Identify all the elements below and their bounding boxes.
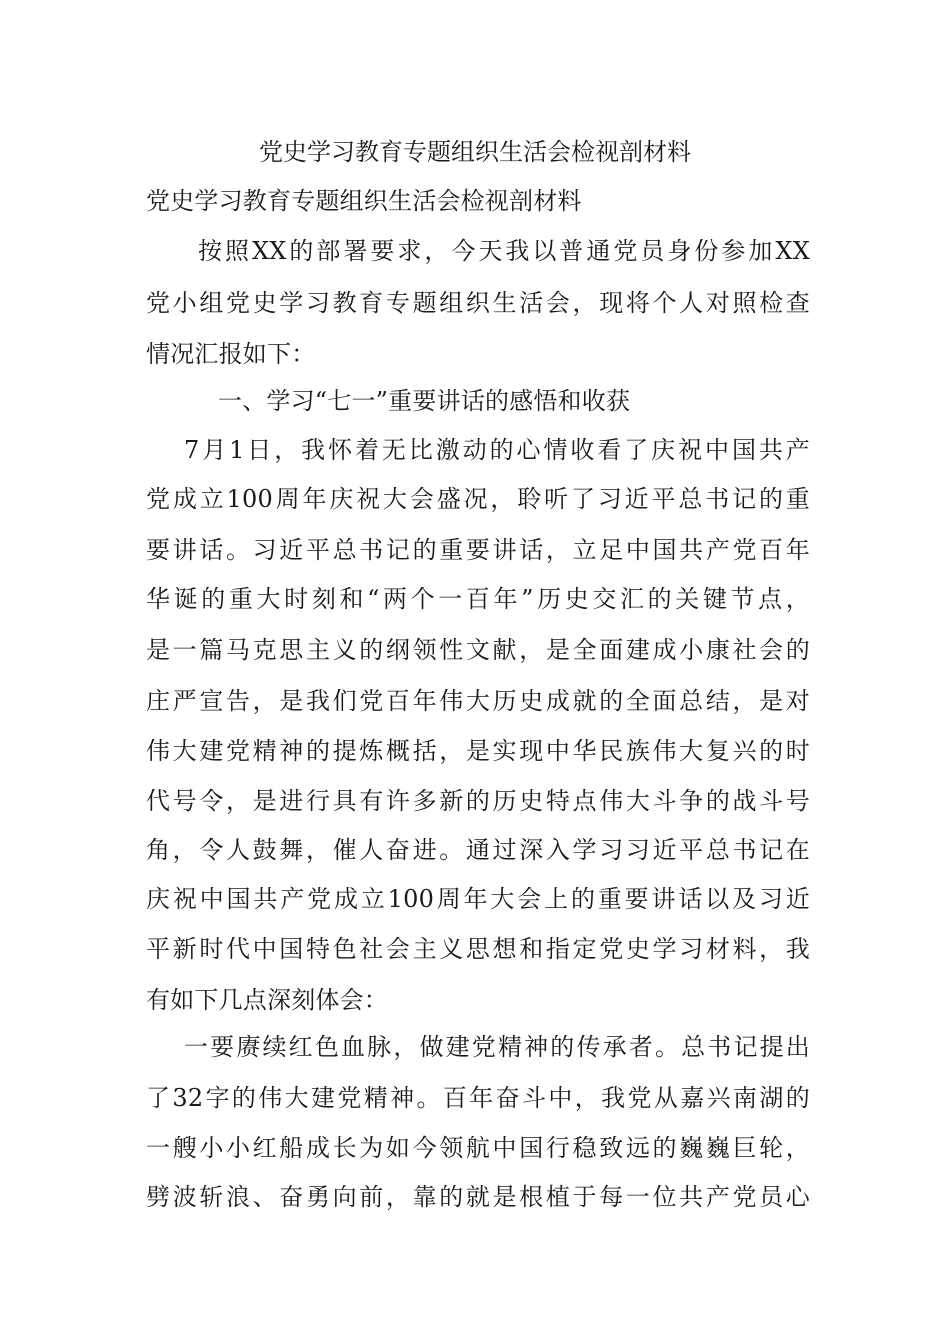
section-heading: 一、学习“七一”重要讲话的感悟和收获 [218,387,631,415]
paragraph-line: 有如下几点深刻体会： [146,986,388,1014]
paragraph-line: 党小组党史学习教育专题组织生活会，现将个人对照检查 [146,289,810,317]
paragraph-line: 劈波斩浪、奋勇向前，靠的就是根植于每一位共产党员心 [146,1183,810,1211]
paragraph-line: 党成立100周年庆祝大会盛况，聆听了习近平总书记的重 [146,485,810,513]
paragraph-line: 庄严宣告，是我们党百年伟大历史成就的全面总结，是对 [146,687,810,715]
paragraph-line: 一艘小小红船成长为如今领航中国行稳致远的巍巍巨轮， [146,1134,810,1162]
paragraph-line: 一要赓续红色血脉，做建党精神的传承者。总书记提出 [184,1033,810,1061]
document-subtitle: 党史学习教育专题组织生活会检视剖材料 [146,187,582,215]
document-title: 党史学习教育专题组织生活会检视剖材料 [259,138,691,166]
paragraph-line: 情况汇报如下： [146,340,316,368]
paragraph-line: 7月1日，我怀着无比激动的心情收看了庆祝中国共产 [184,436,810,464]
paragraph-line: 要讲话。习近平总书记的重要讲话，立足中国共产党百年 [146,536,810,564]
paragraph-line: 了32字的伟大建党精神。百年奋斗中，我党从嘉兴南湖的 [146,1084,810,1112]
paragraph-line: 华诞的重大时刻和“两个一百年”历史交汇的关键节点， [146,585,810,613]
paragraph-line: 庆祝中国共产党成立100周年大会上的重要讲话以及习近 [146,885,810,913]
paragraph-line: 伟大建党精神的提炼概括，是实现中华民族伟大复兴的时 [146,737,810,765]
paragraph-line: 角，令人鼓舞，催人奋进。通过深入学习习近平总书记在 [146,836,810,864]
paragraph-line: 代号令，是进行具有许多新的历史特点伟大斗争的战斗号 [146,787,810,815]
paragraph-line: 按照XX的部署要求，今天我以普通党员身份参加XX [198,237,810,265]
paragraph-line: 是一篇马克思主义的纲领性文献，是全面建成小康社会的 [146,636,810,664]
paragraph-line: 平新时代中国特色社会主义思想和指定党史学习材料，我 [146,935,810,963]
